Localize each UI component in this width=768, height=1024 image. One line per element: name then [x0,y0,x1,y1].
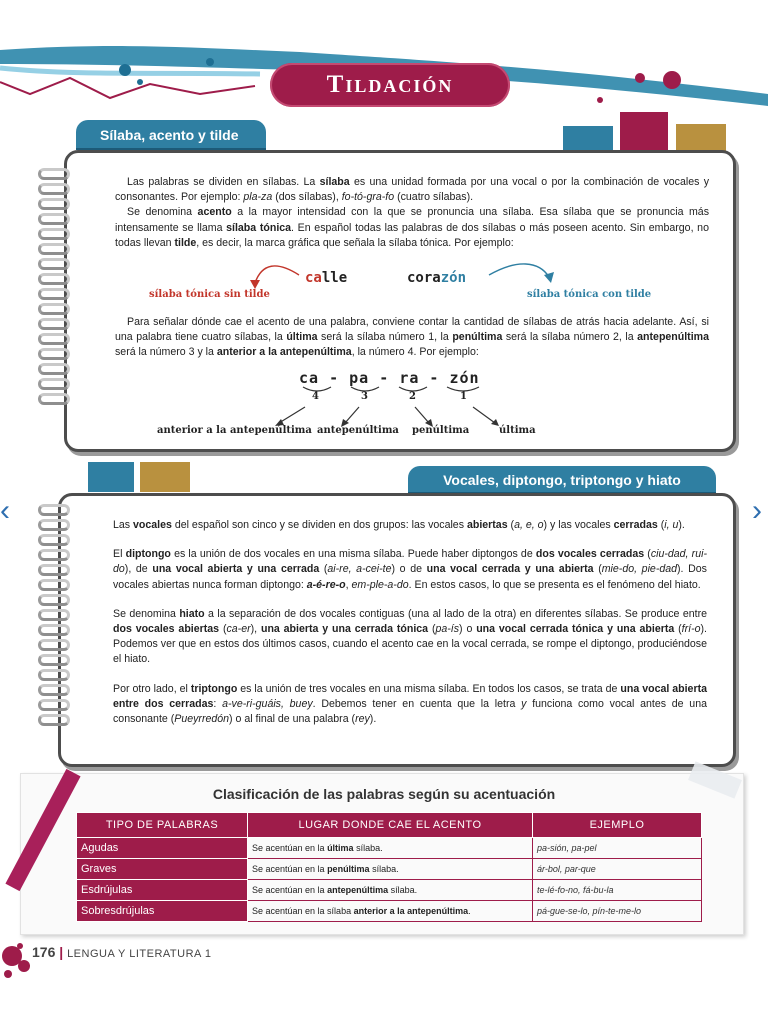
prev-page-arrow-icon[interactable]: ‹ [0,494,10,527]
paragraph: Las palabras se dividen en sílabas. La sílaba es una unidad formada por una vocal o por la combinación de vocales y consonantes. Por ejemplo: pla-za (dos sílabas), fo-tó-gra-fo (cuatro sílabas). [115,176,709,204]
syllable-label: antepenúltima [317,425,399,436]
table-row: Esdrújulas Se acentúan en la antepenúltima sílaba. te-lé-fo-no, fá-bu-la [77,880,702,901]
card-vocales [58,493,736,767]
notebook-spiral [38,504,74,729]
syllable-number: 1 [460,391,467,402]
ink-splash-decoration [0,938,36,988]
page-title: Tildación [326,71,454,98]
next-page-arrow-icon[interactable]: › [752,494,762,527]
syllable-word: ca - pa - ra - zón [299,369,480,387]
section-tab-label: Vocales, diptongo, triptongo y hiato [443,472,681,488]
footer [32,944,211,960]
deco-square-teal [88,462,134,492]
syllable-number: 4 [312,391,319,402]
notebook-spiral [38,168,74,408]
footer-separator: | [59,944,64,960]
example-word-calle: calle [305,270,348,286]
example-arrows [67,253,727,313]
paragraph: Las vocales del español son cinco y se dividen en dos grupos: las vocales abiertas (a, e, o) y las vocales cerradas (i, u). [113,519,685,531]
syllable-number: 2 [409,391,416,402]
classification-table [76,812,702,922]
example-word-corazon: corazón [407,270,467,286]
table-row: Sobresdrújulas Se acentúan en la sílaba anterior a la antepenúltima. pá-gue-se-lo, pín-te-me-lo [77,901,702,922]
paragraph: Para señalar dónde cae el acento de una palabra, conviene contar la cantidad de sílabas de atrás hacia adelante. Así, si una palabra tiene cuatro sílabas, la última será la sílaba número 1, la penúltima será la sílaba número 2, la antepenúltima será la número 3 y la anterior a la antepenúltima, la número 4. Por ejemplo: [115,316,709,359]
syllable-label: anterior a la antepenúltima [157,425,312,436]
table-row: Graves Se acentúan en la penúltima sílaba. ár-bol, par-que [77,859,702,880]
paragraph: Por otro lado, el triptongo es la unión de tres vocales en una misma sílaba. En todos los casos, se trata de una vocal abierta entre dos cerradas: a-ve-ri-guáis, buey. Debemos tener en cuenta que la letra y funciona como vocal antes de una consonante (Pueyrredón) o al final de una palabra (rey). [113,682,707,726]
section-tab-silaba [76,120,266,150]
table-title: Clasificación de las palabras según su acentuación [212,786,556,802]
table-header: LUGAR DONDE CAE EL ACENTO [248,813,533,838]
syllable-number: 3 [361,391,368,402]
label-sin-tilde: sílaba tónica sin tilde [149,289,270,300]
deco-square-gold [140,462,190,492]
paragraph: El diptongo es la unión de dos vocales en una misma sílaba. Puede haber diptongos de dos vocales cerradas (ciu-dad, rui-do), de una vocal abierta y una cerrada (ai-re, a-cei-te) o de una vocal cerrada y una abierta (mie-do, pie-dad). Dos vocales abiertas nunca forman diptongo: a-é-re-o, em-ple-a-do. En estos casos, lo que se presenta es el fenómeno del hiato. [113,548,707,591]
section-tab-label: Sílaba, acento y tilde [100,127,239,143]
syllable-label: última [499,425,536,436]
label-con-tilde: sílaba tónica con tilde [527,289,652,300]
book-title: LENGUA Y LITERATURA 1 [67,948,212,960]
syllable-label: penúltima [412,425,470,436]
table-header: EJEMPLO [533,813,702,838]
paragraph: Se denomina hiato a la separación de dos vocales contiguas (una al lado de la otra) en diferentes sílabas. Se produce entre dos vocales abiertas (ca-er), una abierta y una cerrada tónica (pa-ís) o una vocal cerrada tónica y una abierta (frí-o). Podemos ver que en estos dos últimos casos, cuando el acento cae en la vocal cerrada, se rompe el diptongo, produciéndose el hiato. [113,607,707,666]
card-silaba [64,150,736,452]
page-number: 176 [32,944,56,960]
paragraph: Se denomina acento a la mayor intensidad con la que se pronuncia una sílaba. Esa sílaba que se pronuncia más intensamente se llama sílaba tónica. En español todas las palabras de dos sílabas o más poseen acento. Sin embargo, no todas llevan tilde, es decir, la marca gráfica que señala la sílaba tónica. Por ejemplo: [115,206,709,249]
table-header: TIPO DE PALABRAS [77,813,248,838]
page-title-banner [270,63,510,107]
section-tab-vocales [408,466,716,494]
table-row: Agudas Se acentúan en la última sílaba. pa-sión, pa-pel [77,838,702,859]
